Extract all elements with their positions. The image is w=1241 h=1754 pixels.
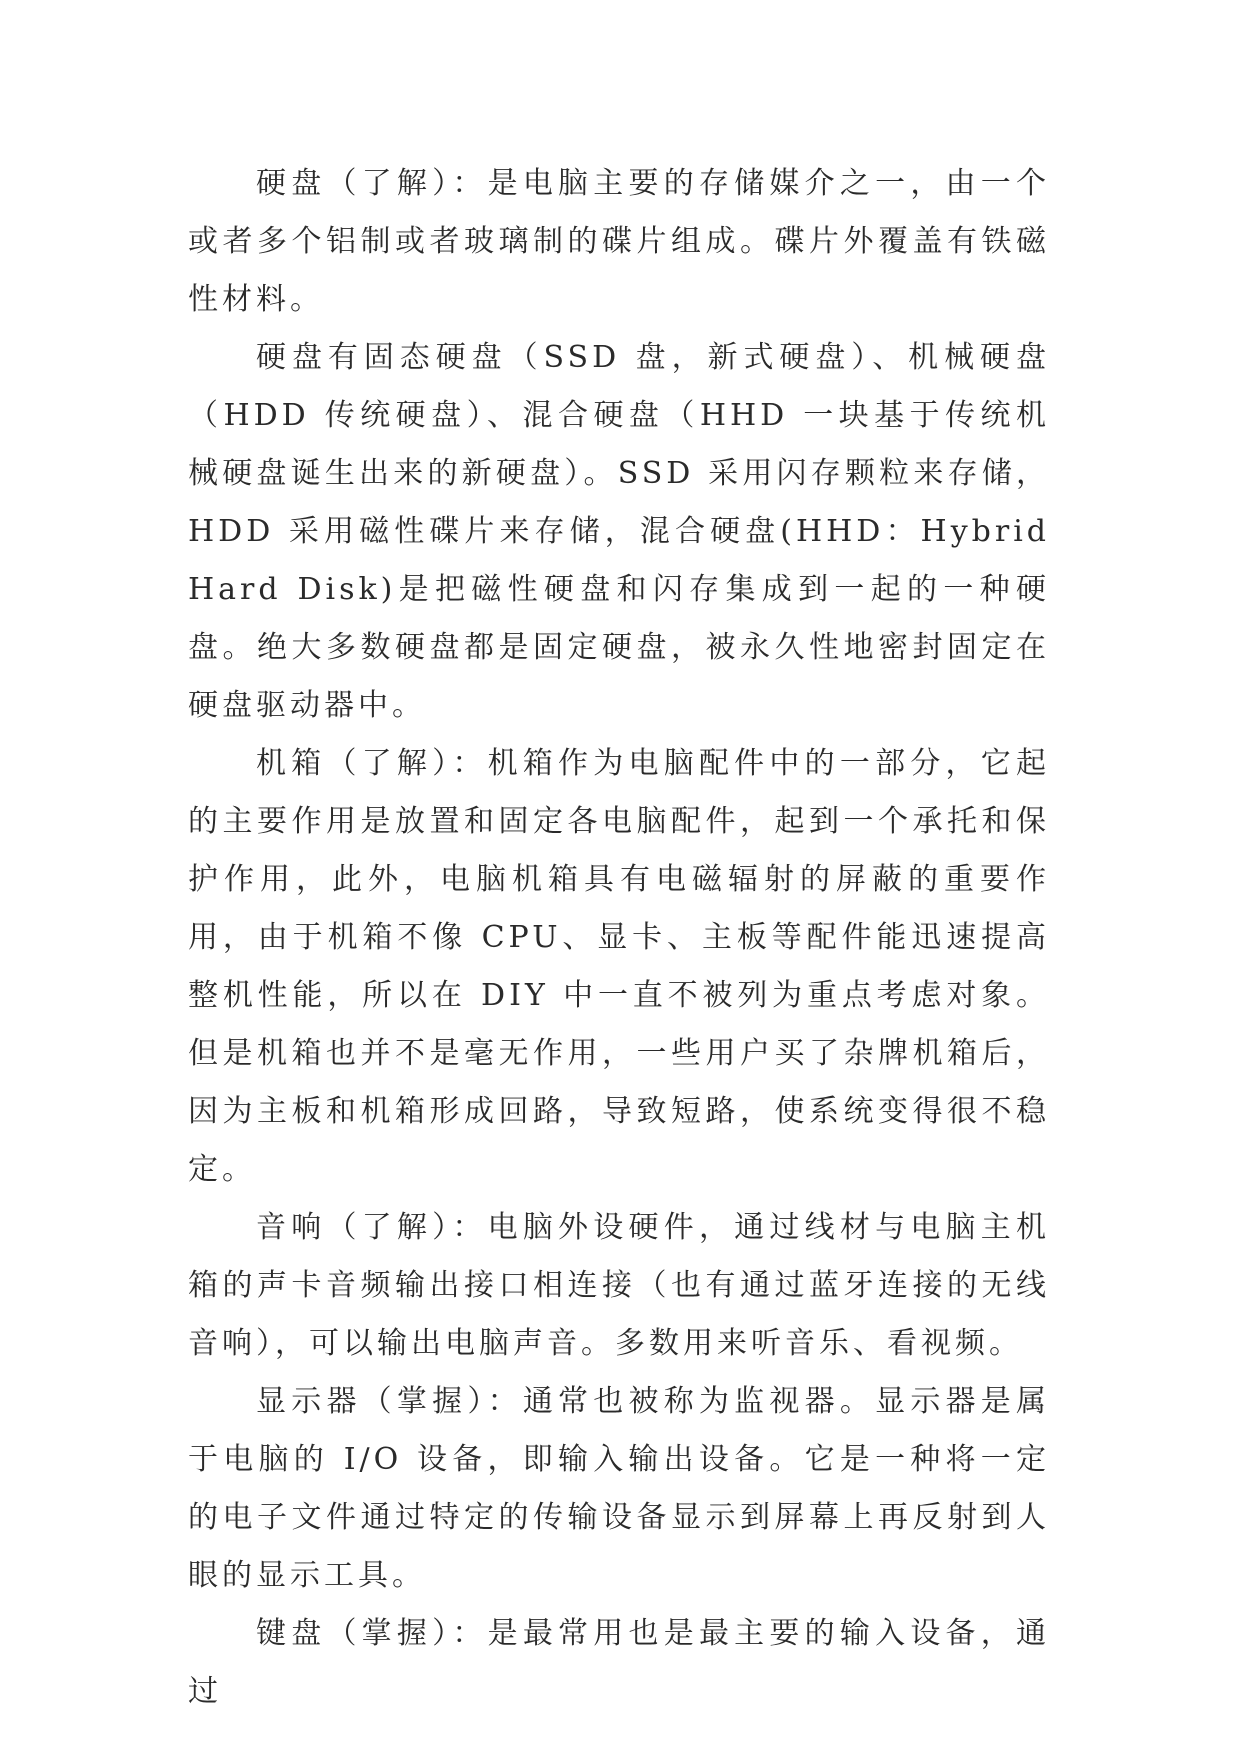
paragraph-monitor: 显示器（掌握）：通常也被称为监视器。显示器是属于电脑的 I/O 设备，即输入输出设备。它是一种将一定的电子文件通过特定的传输设备显示到屏幕上再反射到人眼的显示工具。 [188,1384,1050,1593]
paragraph-case: 机箱（了解）：机箱作为电脑配件中的一部分，它起的主要作用是放置和固定各电脑配件，起到一个承托和保护作用，此外，电脑机箱具有电磁辐射的屏蔽的重要作用，由于机箱不像 CPU、显卡、主板等配件能迅速提高整机性能，所以在 DIY 中一直不被列为重点考虑对象。但是机箱也并不是毫无作用，一些用户买了杂牌机箱后，因为主板和机箱形成回路，导致短路，使系统变得很不稳定。 [188,746,1050,1187]
document-body [188,155,1050,1721]
paragraph-hard-disk: 硬盘（了解）：是电脑主要的存储媒介之一，由一个或者多个铝制或者玻璃制的碟片组成。碟片外覆盖有铁磁性材料。 [188,166,1050,317]
paragraph-hard-disk-types: 硬盘有固态硬盘（SSD 盘，新式硬盘）、机械硬盘（HDD 传统硬盘）、混合硬盘（HHD 一块基于传统机械硬盘诞生出来的新硬盘）。SSD 采用闪存颗粒来存储，HDD 采用磁性碟片来存储，混合硬盘(HHD：Hybrid Hard Disk)是把磁性硬盘和闪存集成到一起的一种硬盘。绝大多数硬盘都是固定硬盘，被永久性地密封固定在硬盘驱动器中。 [188,340,1050,723]
paragraph-keyboard: 键盘（掌握）：是最常用也是最主要的输入设备，通过 [188,1616,1050,1709]
paragraph-speaker: 音响（了解）：电脑外设硬件，通过线材与电脑主机箱的声卡音频输出接口相连接（也有通过蓝牙连接的无线音响），可以输出电脑声音。多数用来听音乐、看视频。 [188,1210,1050,1361]
